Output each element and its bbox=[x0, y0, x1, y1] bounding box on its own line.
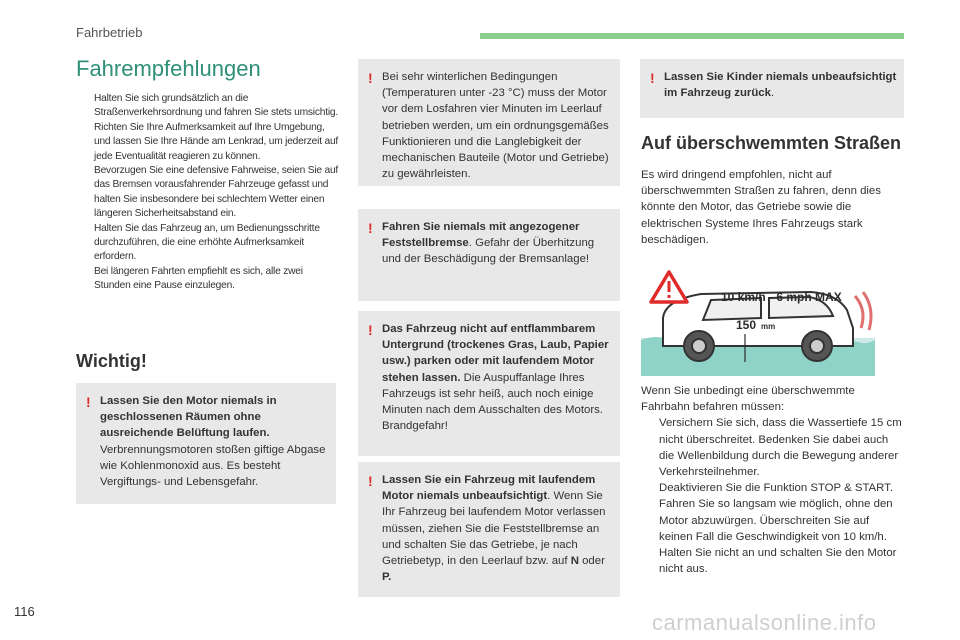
recommendation-list bbox=[76, 92, 340, 294]
warning-box-children: ! Lassen Sie Kinder niemals unbeaufsichtigt im Fahrzeug zurück. bbox=[640, 59, 904, 118]
flood-intro: Es wird dringend empfohlen, nicht auf überschwemmten Straßen zu fahren, denn dies könnte den Motor, das Getriebe sowie die elektrischen Systeme Ihres Fahrzeugs stark beschädigen. bbox=[641, 169, 881, 246]
warning-box-winter: ! Bei sehr winterlichen Bedingungen (Temperaturen unter -23 °C) muss der Motor vor dem Losfahren vier Minuten im Leerlauf betrieben werden, um ein ordnungsgemäßes Funktionieren und die Langlebigkeit der mechanischen Bauteile (Motor und Getriebe) zu gewährleisten. bbox=[358, 59, 620, 186]
depth-unit: mm bbox=[761, 322, 776, 331]
warning-box-parking-brake: ! Fahren Sie niemals mit angezogener Feststellbremse. Gefahr der Überhitzung und der Beschädigung der Bremsanlage! bbox=[358, 209, 620, 301]
watermark: carmanualsonline.info bbox=[652, 610, 877, 635]
warning-icon: ! bbox=[368, 220, 373, 236]
warning-icon: ! bbox=[368, 70, 373, 86]
warning-icon: ! bbox=[86, 394, 91, 410]
depth-value: 150 bbox=[736, 318, 757, 332]
page-title: Fahrempfehlungen bbox=[76, 56, 261, 81]
list-item: Deaktivieren Sie die Funktion STOP & START. bbox=[659, 482, 894, 495]
warning-icon: ! bbox=[368, 473, 373, 489]
flooded-road-illustration bbox=[641, 266, 875, 376]
warning-box-running-engine: ! Lassen Sie ein Fahrzeug mit laufendem Motor niemals unbeaufsichtigt. Wenn Sie Ihr Fahrzeug bei laufendem Motor verlassen müssen, ziehen Sie die Feststellbremse an und schalten Sie das Getriebe, je nach Getriebetyp, in den Leerlauf bzw. auf N oder P. bbox=[358, 462, 620, 597]
list-item: Halten Sie das Fahrzeug an, um Bedienungsschritte durchzuführen, die eine erhöhte Aufmerksamkeit erfordern. bbox=[94, 222, 320, 263]
steps-intro: Wenn Sie unbedingt eine überschwemmte Fahrbahn befahren müssen: bbox=[641, 385, 855, 414]
list-item: Versichern Sie sich, dass die Wassertiefe 15 cm nicht überschreitet. Bedenken Sie dabei auch die Wellenbildung durch die Bewegung anderer Verkehrsteilnehmer. bbox=[659, 417, 902, 479]
page-number: 116 bbox=[14, 604, 35, 619]
list-item: Bevorzugen Sie eine defensive Fahrweise, seien Sie auf das Bremsen vorausfahrender Fahrzeuge gefasst und halten Sie insbesondere bei schlechtem Wetter einen längeren Sicherheitsabstand ein. bbox=[94, 165, 339, 220]
header-bar bbox=[480, 33, 904, 39]
speed-label: 10 km/h - 6 mph MAX bbox=[721, 290, 842, 304]
section-header: Fahrbetrieb bbox=[76, 25, 143, 40]
list-item: Bei längeren Fahrten empfiehlt es sich, alle zwei Stunden eine Pause einzulegen. bbox=[94, 265, 303, 292]
wichtig-heading: Wichtig! bbox=[76, 351, 147, 371]
warning-icon: ! bbox=[368, 322, 373, 338]
flood-heading: Auf überschwemmten Straßen bbox=[641, 133, 902, 153]
list-item: Halten Sie sich grundsätzlich an die Straßenverkehrsordnung und fahren Sie stets umsichtig. bbox=[94, 93, 339, 119]
warning-icon: ! bbox=[650, 70, 655, 86]
warning-triangle-icon bbox=[651, 272, 687, 302]
warning-box-flammable-ground: ! Das Fahrzeug nicht auf entflammbarem Untergrund (trockenes Gras, Laub, Papier usw.) parken oder mit laufendem Motor stehen lassen. Die Auspuffanlage Ihres Fahrzeugs ist sehr heiß, auch noch einige Minuten nach dem Ausschalten des Motors. Brandgefahr! bbox=[358, 311, 620, 456]
warning-box-motor-ventilation: ! Lassen Sie den Motor niemals in geschlossenen Räumen ohne ausreichende Belüftung laufen. Verbrennungsmotoren stoßen giftige Abgase wie Kohlenmonoxid aus. Es besteht Vergiftungs- und Lebensgefahr. bbox=[76, 383, 336, 504]
list-item: Richten Sie Ihre Aufmerksamkeit auf Ihre Umgebung, und lassen Sie Ihre Hände am Lenkrad, um jederzeit auf jede Eventualität reagieren zu können. bbox=[94, 121, 339, 162]
list-item: Halten Sie nicht an und schalten Sie den Motor nicht aus. bbox=[659, 547, 897, 576]
motion-lines bbox=[855, 292, 871, 330]
flood-steps bbox=[641, 383, 905, 577]
list-item: Fahren Sie so langsam wie möglich, ohne den Motor abzuwürgen. Überschreiten Sie auf keinen Fall die Geschwindigkeit von 10 km/h. bbox=[659, 498, 893, 543]
